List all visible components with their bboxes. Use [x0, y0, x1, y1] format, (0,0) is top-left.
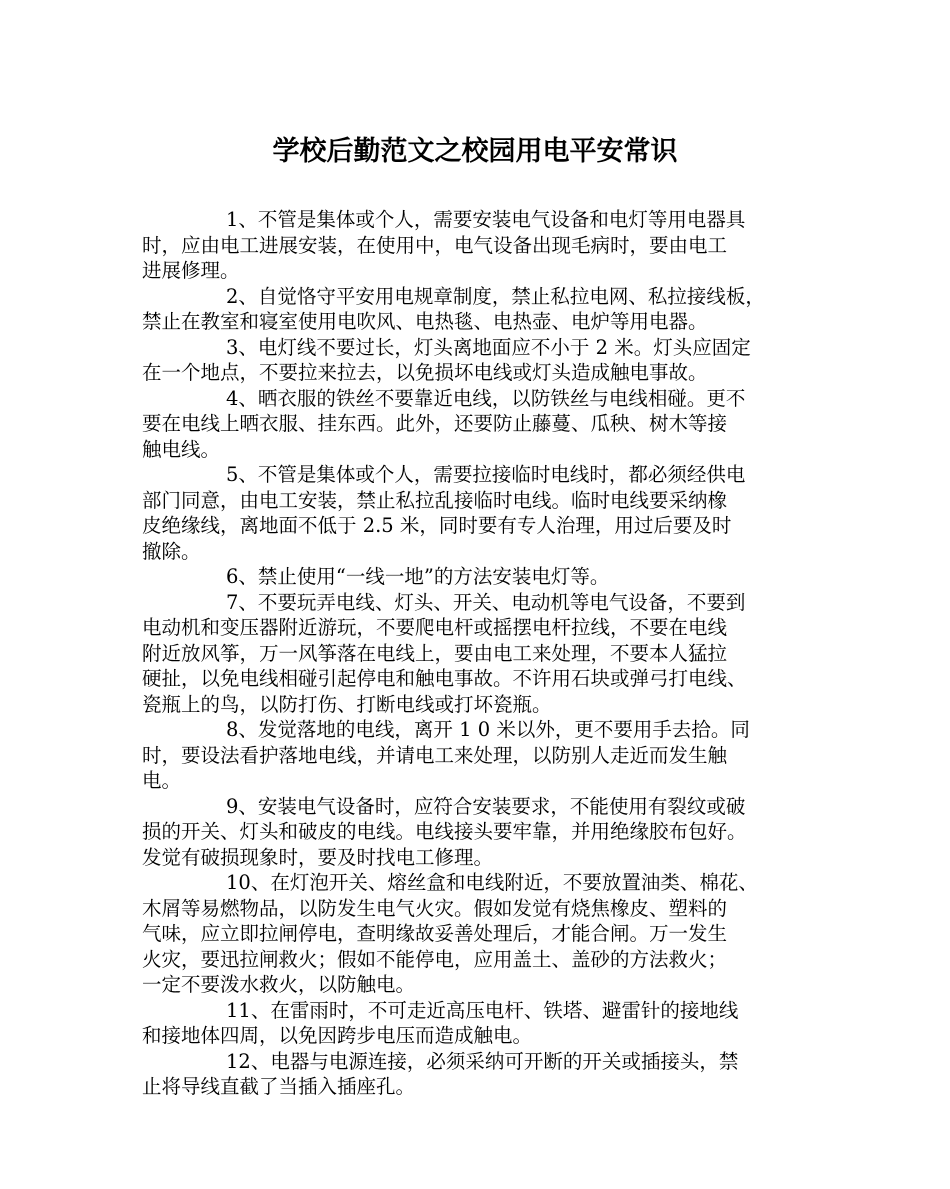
document-title: 学校后勤范文之校园用电平安常识 [272, 136, 678, 167]
paragraph-3: 3、电灯线不要过长，灯头离地面应不小于 2 米。灯头应固定 在一个地点，不要拉来拉去，以免损坏电线或灯头造成触电事故。 [142, 335, 751, 384]
paragraph-2: 2、自觉恪守平安用电规章制度，禁止私拉电网、私拉接线板， 禁止在教室和寝室使用电吹风、电热毯、电热壶、电炉等用电器。 [142, 284, 765, 333]
document-body [142, 207, 814, 1100]
paragraph-11: 11、在雷雨时，不可走近高压电杆、铁塔、避雷针的接地线 和接地体四周，以免因跨步电压而造成触电。 [142, 998, 739, 1047]
paragraph-8: 8、发觉落地的电线，离开 1 0 米以外，更不要用手去拾。同 时，要设法看护落地电线，并请电工来处理，以防别人走近而发生触 电。 [142, 718, 750, 792]
paragraph-1: 1、不管是集体或个人，需要安装电气设备和电灯等用电器具 时，应由电工进展安装，在使用中，电气设备出现毛病时，要由电工 进展修理。 [142, 208, 746, 282]
paragraph-6: 6、禁止使用“一线一地”的方法安装电灯等。 [226, 565, 610, 588]
paragraph-9: 9、安装电气设备时，应符合安装要求，不能使用有裂纹或破 损的开关、灯头和破皮的电线。电线接头要牢靠，并用绝缘胶布包好。 发觉有破损现象时，要及时找电工修理。 [142, 794, 747, 869]
paragraph-4: 4、晒衣服的铁丝不要靠近电线，以防铁丝与电线相碰。更不 要在电线上晒衣服、挂东西。此外，还要防止藤蔓、瓜秧、树木等接 触电线。 [142, 386, 746, 461]
paragraph-12: 12、电器与电源连接，必须采纳可开断的开关或插接头，禁 止将导线直截了当插入插座孔。 [142, 1049, 739, 1098]
paragraph-10: 10、在灯泡开关、熔丝盒和电线附近，不要放置油类、棉花、 木屑等易燃物品，以防发生电气火灾。假如发觉有烧焦橡皮、塑料的 气味，应立即拉闸停电，查明缘故妥善处理后，才能合闸。万一发生 火灾，要迅拉闸救火；假如不能停电，应用盖土、盖砂的方法救火； 一定不要泼水救火，以防触电。 [142, 871, 758, 996]
paragraph-7: 7、不要玩弄电线、灯头、开关、电动机等电气设备，不要到 电动机和变压器附近游玩，不要爬电杆或摇摆电杆拉线，不要在电线 附近放风筝，万一风筝落在电线上，要由电工来处理，不要本人猛拉 硬扯，以免电线相碰引起停电和触电事故。不许用石块或弹弓打电线、 瓷瓶上的鸟，以防打伤、打断电线或打坏瓷瓶。 [142, 590, 747, 716]
paragraph-5: 5、不管是集体或个人，需要拉接临时电线时，都必须经供电 部门同意，由电工安装，禁止私拉乱接临时电线。临时电线要采纳橡 皮绝缘线，离地面不低于 2.5 米，同时要有专人治理，用过后要及时 撤除。 [142, 463, 746, 563]
